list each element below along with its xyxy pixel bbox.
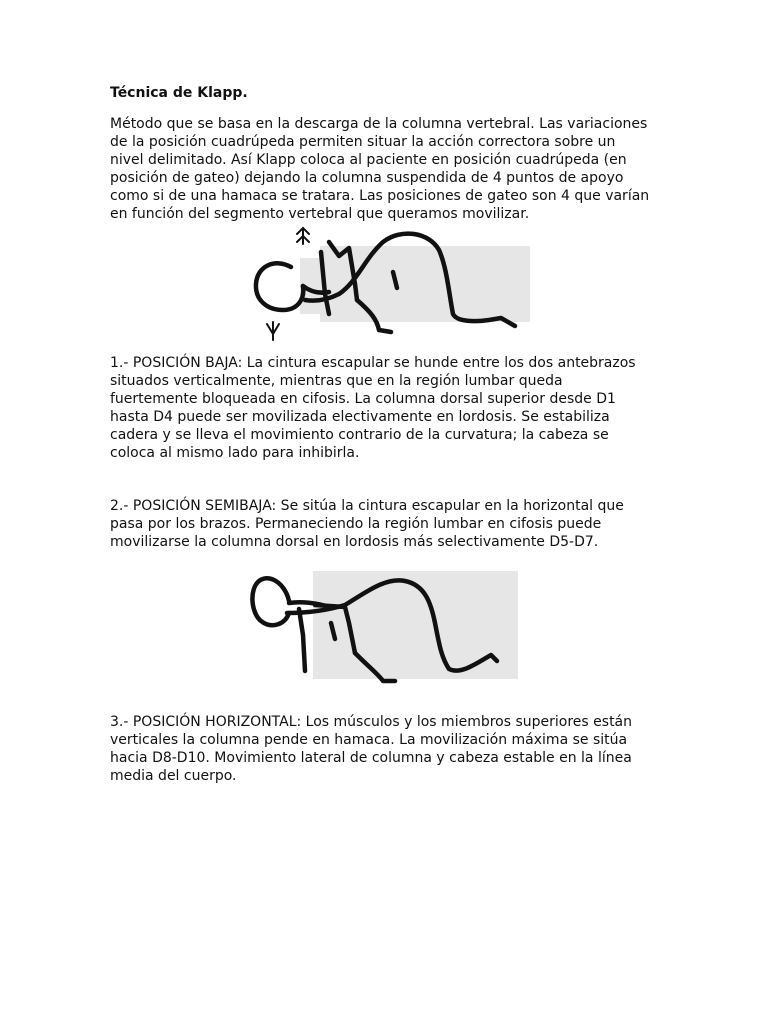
section-1-line: situados verticalmente, mientras que en la región lumbar queda <box>110 373 563 389</box>
crawling-figure-semilow-position-icon <box>245 563 535 693</box>
low-position-figure <box>245 222 535 347</box>
intro-line: como si de una hamaca se tratara. Las posiciones de gateo son 4 que varían <box>110 188 650 204</box>
section-1-line: hasta D4 puede ser movilizada electivamente en lordosis. Se estabiliza <box>110 409 610 425</box>
intro-line: posición de gateo) dejando la columna suspendida de 4 puntos de apoyo <box>110 170 624 186</box>
section-3-line: hacia D8-D10. Movimiento lateral de columna y cabeza estable en la línea <box>110 750 632 766</box>
section-3-paragraph <box>110 713 670 785</box>
section-2-line: pasa por los brazos. Permaneciendo la región lumbar en cifosis puede <box>110 516 602 532</box>
section-1-line: coloca al mismo lado para inhibirla. <box>110 445 360 461</box>
intro-paragraph <box>110 115 670 223</box>
section-3-line: media del cuerpo. <box>110 768 237 784</box>
document-title: Técnica de Klapp. <box>110 85 248 101</box>
section-2-paragraph <box>110 497 670 551</box>
section-1-paragraph <box>110 354 670 462</box>
section-2-line: 2.- POSICIÓN SEMIBAJA: Se sitúa la cintura escapular en la horizontal que <box>110 498 624 514</box>
intro-line: nivel delimitado. Así Klapp coloca al paciente en posición cuadrúpeda (en <box>110 152 627 168</box>
intro-line: de la posición cuadrúpeda permiten situar la acción correctora sobre un <box>110 134 616 150</box>
section-2-line: movilizarse la columna dorsal en lordosis más selectivamente D5-D7. <box>110 534 599 550</box>
semilow-position-figure <box>245 563 535 693</box>
section-1-line: 1.- POSICIÓN BAJA: La cintura escapular se hunde entre los dos antebrazos <box>110 355 636 371</box>
intro-line: Método que se basa en la descarga de la columna vertebral. Las variaciones <box>110 116 648 132</box>
section-1-line: cadera y se lleva el movimiento contrario de la curvatura; la cabeza se <box>110 427 609 443</box>
section-3-line: verticales la columna pende en hamaca. La movilización máxima se sitúa <box>110 732 628 748</box>
section-1-line: fuertemente bloqueada en cifosis. La columna dorsal superior desde D1 <box>110 391 616 407</box>
section-3-line: 3.- POSICIÓN HORIZONTAL: Los músculos y los miembros superiores están <box>110 714 633 730</box>
intro-line: en función del segmento vertebral que queramos movilizar. <box>110 206 530 222</box>
crawling-figure-low-position-icon <box>245 222 535 347</box>
